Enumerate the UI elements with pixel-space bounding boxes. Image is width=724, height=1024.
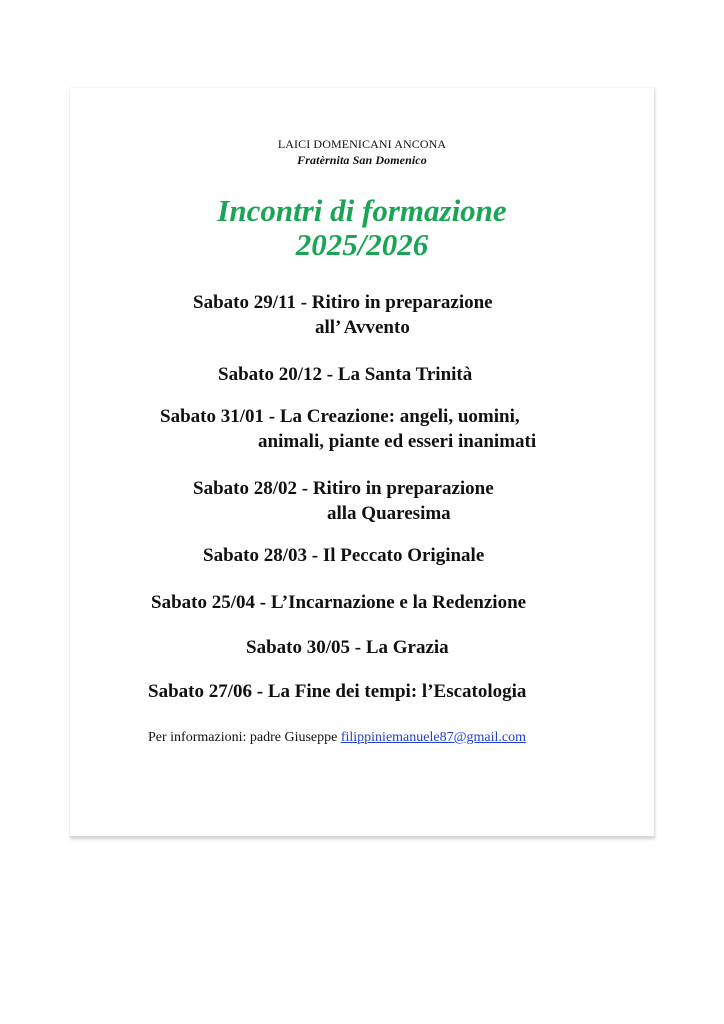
event-6-line1: Sabato 25/04 - L’Incarnazione e la Redenzione	[151, 592, 527, 613]
event-1-line1: Sabato 29/11 - Ritiro in preparazione	[193, 292, 493, 313]
event-1-line2: all’ Avvento	[315, 317, 410, 338]
event-2-line1: Sabato 20/12 - La Santa Trinità	[218, 364, 473, 385]
event-4-line1: Sabato 28/02 - Ritiro in preparazione	[193, 478, 494, 499]
event-8-line1: Sabato 27/06 - La Fine dei tempi: l’Escatologia	[148, 681, 527, 702]
organization-name: LAICI DOMENICANI ANCONA	[277, 137, 447, 151]
contact-line	[148, 730, 526, 746]
event-3-line1: Sabato 31/01 - La Creazione: angeli, uomini,	[160, 406, 520, 427]
contact-label: Per informazioni: padre Giuseppe	[148, 730, 338, 745]
event-4-line2: alla Quaresima	[327, 503, 451, 524]
page-title: Incontri di formazione	[217, 193, 507, 228]
event-5-line1: Sabato 28/03 - Il Peccato Originale	[203, 545, 485, 566]
page-year: 2025/2026	[295, 227, 429, 262]
event-7-line1: Sabato 30/05 - La Grazia	[246, 637, 449, 658]
event-3-line2: animali, piante ed esseri inanimati	[258, 431, 537, 452]
contact-email-link[interactable]: filippiniemanuele87@gmail.com	[340, 730, 526, 745]
organization-subtitle: Fratèrnita San Domenico	[297, 153, 427, 167]
